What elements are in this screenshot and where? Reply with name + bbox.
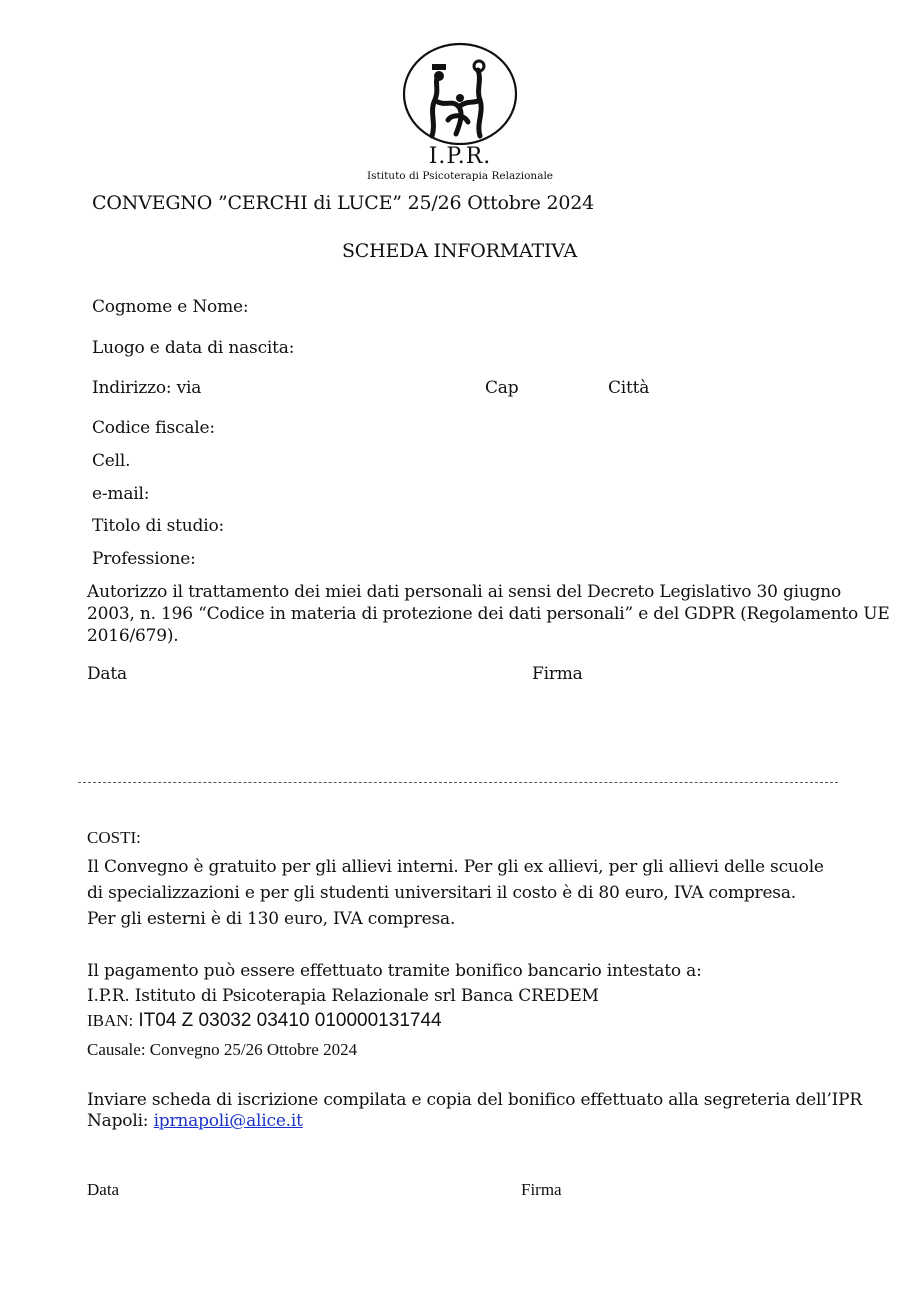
costi-line-1: Il Convegno è gratuito per gli allievi interni. Per gli ex allievi, per gli allievi delle scuole <box>87 857 824 877</box>
event-title: CONVEGNO ”CERCHI di LUCE” 25/26 Ottobre 2024 <box>92 192 595 214</box>
payment-line-2: I.P.R. Istituto di Psicoterapia Relazionale srl Banca CREDEM <box>87 986 599 1006</box>
privacy-line-3: 2016/679). <box>87 626 179 646</box>
cut-line-divider <box>78 782 838 783</box>
ipr-logo-icon <box>360 40 560 145</box>
privacy-line-1: Autorizzo il trattamento dei miei dati personali ai sensi del Decreto Legislativo 30 giugno <box>87 582 842 602</box>
send-line-1: Inviare scheda di iscrizione compilata e copia del bonifico effettuato alla segreteria dell’IPR <box>87 1090 863 1110</box>
field-cell: Cell. <box>92 451 131 471</box>
field-email: e-mail: <box>92 484 150 504</box>
field-titolo-studio: Titolo di studio: <box>92 516 225 536</box>
ipr-logo <box>360 40 560 185</box>
costi-firma-label: Firma <box>521 1180 562 1199</box>
iban-label: IBAN: <box>87 1011 134 1030</box>
field-cognome-nome: Cognome e Nome: <box>92 297 249 317</box>
costi-data-label: Data <box>87 1180 120 1199</box>
field-citta: Città <box>608 378 650 398</box>
field-indirizzo: Indirizzo: via <box>92 378 202 398</box>
logo-full-name: Istituto di Psicoterapia Relazionale <box>366 170 554 182</box>
field-luogo-data-nascita: Luogo e data di nascita: <box>92 338 295 358</box>
send-prefix: Napoli: <box>87 1111 149 1131</box>
form-title: SCHEDA INFORMATIVA <box>341 240 578 262</box>
iban-row <box>87 1010 442 1032</box>
field-cap: Cap <box>485 378 519 398</box>
costi-line-3: Per gli esterni è di 130 euro, IVA compresa. <box>87 909 456 929</box>
costi-line-2: di specializzazioni e per gli studenti universitari il costo è di 80 euro, IVA compresa. <box>87 883 796 903</box>
costi-title: COSTI: <box>87 828 141 847</box>
field-professione: Professione: <box>92 549 196 569</box>
payment-line-1: Il pagamento può essere effettuato tramite bonifico bancario intestato a: <box>87 961 702 981</box>
data-label: Data <box>87 664 127 684</box>
segreteria-email-link[interactable]: iprnapoli@alice.it <box>153 1111 303 1131</box>
firma-label: Firma <box>532 664 583 684</box>
privacy-line-2: 2003, n. 196 “Codice in materia di protezione dei dati personali” e del GDPR (Regolamento UE <box>87 604 890 624</box>
causale: Causale: Convegno 25/26 Ottobre 2024 <box>87 1040 358 1059</box>
iban-value: IT04 Z 03032 03410 010000131744 <box>138 1010 442 1031</box>
logo-abbreviation: I.P.R. <box>428 144 492 169</box>
field-codice-fiscale: Codice fiscale: <box>92 418 215 438</box>
send-line-2 <box>87 1111 303 1131</box>
